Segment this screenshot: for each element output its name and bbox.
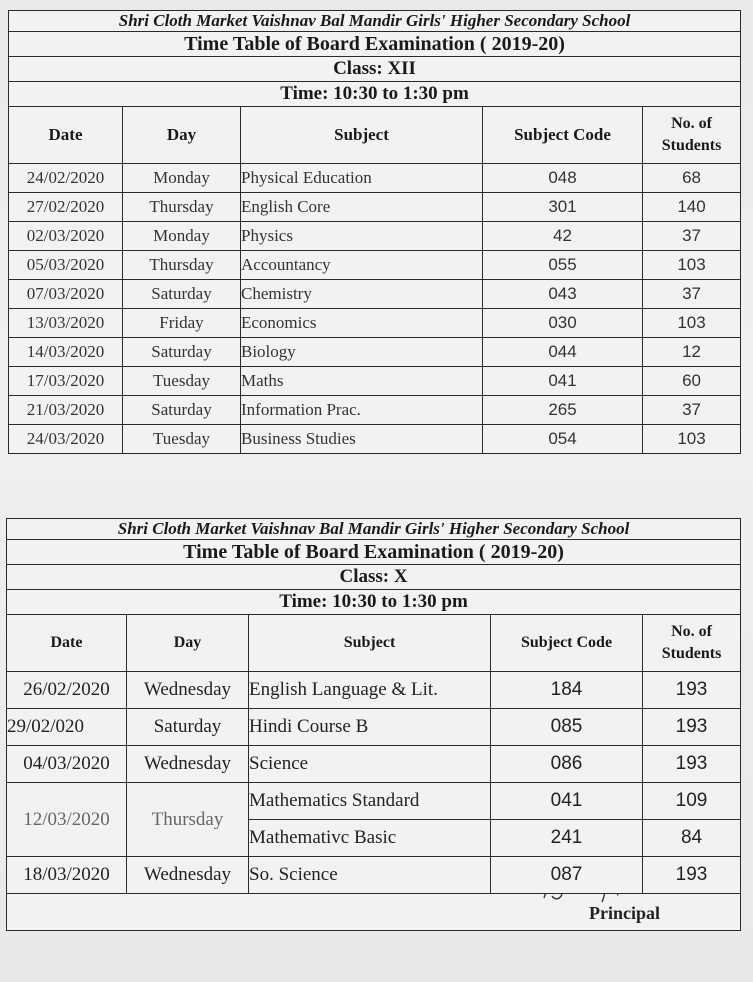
- students-cell: 60: [643, 367, 741, 396]
- date-cell: 26/02/2020: [7, 672, 127, 709]
- day-cell: Monday: [123, 222, 241, 251]
- date-cell: 29/02/020: [7, 709, 127, 746]
- subject-code-cell: 055: [483, 251, 643, 280]
- date-cell: 18/03/2020: [7, 857, 127, 894]
- date-cell: 24/03/2020: [9, 425, 123, 454]
- header-students: No. of Students: [643, 615, 741, 672]
- subject-cell: Business Studies: [241, 425, 483, 454]
- table-row: [9, 251, 741, 280]
- table-row: [9, 164, 741, 193]
- subject-code-cell: 048: [483, 164, 643, 193]
- table-row: [7, 783, 741, 820]
- header-date: Date: [9, 107, 123, 164]
- school-name: Shri Cloth Market Vaishnav Bal Mandir Girls' Higher Secondary School: [7, 519, 741, 540]
- date-cell: 07/03/2020: [9, 280, 123, 309]
- class-xii-timetable: [8, 10, 741, 454]
- exam-time: Time: 10:30 to 1:30 pm: [7, 590, 741, 615]
- header-subject-code: Subject Code: [483, 107, 643, 164]
- subject-cell: So. Science: [249, 857, 491, 894]
- day-cell: Friday: [123, 309, 241, 338]
- students-cell: 140: [643, 193, 741, 222]
- students-cell: 103: [643, 251, 741, 280]
- day-cell: Wednesday: [127, 857, 249, 894]
- table-row: [7, 672, 741, 709]
- exam-title: Time Table of Board Examination ( 2019-20): [9, 32, 741, 57]
- students-cell: 193: [643, 672, 741, 709]
- subject-code-cell: 041: [491, 783, 643, 820]
- subject-code-cell: 043: [483, 280, 643, 309]
- table-row: [7, 746, 741, 783]
- day-cell: Tuesday: [123, 425, 241, 454]
- date-cell: 21/03/2020: [9, 396, 123, 425]
- subject-cell: Accountancy: [241, 251, 483, 280]
- day-cell: Saturday: [123, 338, 241, 367]
- day-cell: Saturday: [127, 709, 249, 746]
- day-cell: Saturday: [123, 280, 241, 309]
- date-cell: 05/03/2020: [9, 251, 123, 280]
- subject-cell: Mathemativc Basic: [249, 820, 491, 857]
- table-row: [9, 367, 741, 396]
- subject-code-cell: 085: [491, 709, 643, 746]
- day-cell: Thursday: [123, 193, 241, 222]
- students-cell: 193: [643, 709, 741, 746]
- subject-code-cell: 030: [483, 309, 643, 338]
- date-cell: 04/03/2020: [7, 746, 127, 783]
- exam-title: Time Table of Board Examination ( 2019-20): [7, 540, 741, 565]
- subject-code-cell: 086: [491, 746, 643, 783]
- date-cell: 02/03/2020: [9, 222, 123, 251]
- students-cell: 193: [643, 857, 741, 894]
- students-cell: 109: [643, 783, 741, 820]
- day-cell: Saturday: [123, 396, 241, 425]
- header-day: Day: [123, 107, 241, 164]
- subject-cell: Physical Education: [241, 164, 483, 193]
- subject-cell: Mathematics Standard: [249, 783, 491, 820]
- date-cell: 24/02/2020: [9, 164, 123, 193]
- subject-cell: Science: [249, 746, 491, 783]
- date-cell: 17/03/2020: [9, 367, 123, 396]
- day-cell: Wednesday: [127, 672, 249, 709]
- table-row: [9, 222, 741, 251]
- subject-cell: English Language & Lit.: [249, 672, 491, 709]
- day-cell: Wednesday: [127, 746, 249, 783]
- table-row: [9, 309, 741, 338]
- subject-code-cell: 054: [483, 425, 643, 454]
- class-x-timetable: [6, 518, 741, 931]
- students-cell: 84: [643, 820, 741, 857]
- table-row: [9, 193, 741, 222]
- signature-area: [7, 894, 741, 931]
- subject-code-cell: 265: [483, 396, 643, 425]
- students-cell: 193: [643, 746, 741, 783]
- subject-code-cell: 241: [491, 820, 643, 857]
- students-cell: 12: [643, 338, 741, 367]
- day-cell: Thursday: [123, 251, 241, 280]
- signature-row: [7, 894, 741, 931]
- students-cell: 103: [643, 309, 741, 338]
- table-row: [9, 396, 741, 425]
- header-subject-code: Subject Code: [491, 615, 643, 672]
- exam-time: Time: 10:30 to 1:30 pm: [9, 82, 741, 107]
- subject-code-cell: 42: [483, 222, 643, 251]
- table-row: [9, 280, 741, 309]
- table-row: [7, 857, 741, 894]
- table-row: [9, 425, 741, 454]
- header-subject: Subject: [241, 107, 483, 164]
- date-cell: 14/03/2020: [9, 338, 123, 367]
- subject-cell: Biology: [241, 338, 483, 367]
- header-day: Day: [127, 615, 249, 672]
- students-cell: 37: [643, 396, 741, 425]
- day-cell: Thursday: [127, 783, 249, 857]
- table-row: [7, 709, 741, 746]
- date-cell: 12/03/2020: [7, 783, 127, 857]
- table-row: [9, 338, 741, 367]
- subject-cell: Maths: [241, 367, 483, 396]
- subject-cell: Chemistry: [241, 280, 483, 309]
- header-subject: Subject: [249, 615, 491, 672]
- class-label: Class: X: [7, 565, 741, 590]
- students-cell: 68: [643, 164, 741, 193]
- subject-code-cell: 184: [491, 672, 643, 709]
- header-date: Date: [7, 615, 127, 672]
- day-cell: Tuesday: [123, 367, 241, 396]
- subject-code-cell: 044: [483, 338, 643, 367]
- date-cell: 27/02/2020: [9, 193, 123, 222]
- subject-code-cell: 301: [483, 193, 643, 222]
- subject-cell: Hindi Course B: [249, 709, 491, 746]
- students-cell: 37: [643, 280, 741, 309]
- subject-cell: English Core: [241, 193, 483, 222]
- date-cell: 13/03/2020: [9, 309, 123, 338]
- students-cell: 37: [643, 222, 741, 251]
- class-label: Class: XII: [9, 57, 741, 82]
- day-cell: Monday: [123, 164, 241, 193]
- school-name: Shri Cloth Market Vaishnav Bal Mandir Girls' Higher Secondary School: [9, 11, 741, 32]
- principal-label: Principal: [589, 903, 661, 923]
- subject-cell: Economics: [241, 309, 483, 338]
- subject-code-cell: 041: [483, 367, 643, 396]
- subject-code-cell: 087: [491, 857, 643, 894]
- subject-cell: Physics: [241, 222, 483, 251]
- subject-cell: Information Prac.: [241, 396, 483, 425]
- header-students: No. of Students: [643, 107, 741, 164]
- students-cell: 103: [643, 425, 741, 454]
